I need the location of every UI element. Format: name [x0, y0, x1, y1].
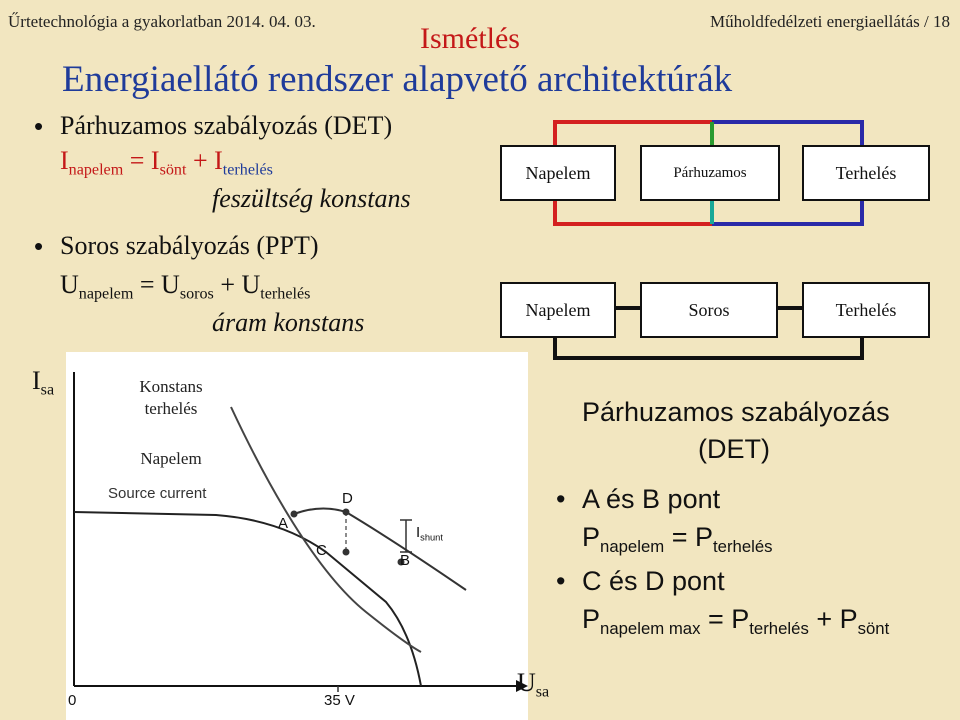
ppt-equation: $U_{napelem} = U_{soros} + U_{terhelés}$ [60, 270, 311, 303]
box-napelem-bottom: Napelem [500, 282, 616, 338]
box-napelem-top: Napelem [500, 145, 616, 201]
right-bullet-cd: • C és D pont [582, 566, 725, 597]
det-note: feszültség konstans [212, 184, 411, 213]
label-ishunt: $I_{shunt}$ [416, 524, 443, 543]
box-soros: Soros [640, 282, 778, 338]
det-bullet: • Párhuzamos szabályozás (DET) [60, 111, 392, 141]
header-right: Műholdfedélzeti energiaellátás / 18 [710, 12, 950, 31]
x-axis-label: $U_{sa}$ [517, 668, 550, 701]
label-source-current: Source current [108, 485, 207, 502]
kicker: Ismétlés [420, 22, 520, 55]
point-d-marker [343, 509, 350, 516]
label-point-d: D [342, 490, 353, 507]
box-parhuzamos: Párhuzamos [640, 145, 780, 201]
label-point-a: A [278, 515, 289, 532]
label-point-b: B [400, 552, 411, 569]
tick-label-0: 0 [68, 692, 77, 709]
right-title-line1: Párhuzamos szabályozás [582, 397, 890, 427]
det-equation: $I_{napelem} = I_{sönt} + I_{terhelés}$ [60, 146, 273, 179]
right-bullet-ab: • A és B pont [582, 484, 720, 515]
iv-graph [66, 352, 528, 720]
box-terheles-top: Terhelés [802, 145, 930, 201]
load-line [231, 407, 421, 652]
right-title-line2: (DET) [698, 434, 770, 464]
ppt-bullet: • Soros szabályozás (PPT) [60, 231, 319, 261]
header-left: Űrtetechnológia a gyakorlatban 2014. 04. 03. [8, 12, 316, 31]
right-equation-1: $P_{napelem} = P_{terhelés}$ [582, 522, 773, 556]
point-c-marker [343, 549, 350, 556]
point-a-marker [291, 511, 298, 518]
y-axis-label: $I_{sa}$ [32, 366, 55, 399]
right-equation-2: $P_{napelem max} = P_{terhelés} + P_{sönt}$ [582, 604, 890, 638]
ppt-note: áram konstans [212, 308, 365, 337]
box-terheles-bottom: Terhelés [802, 282, 930, 338]
page-title: Energiaellátó rendszer alapvető architektúrák [62, 59, 733, 100]
label-konstans-terheles: Konstans terhelés [139, 377, 203, 418]
label-point-c: C [316, 542, 327, 559]
source-current-curve [74, 512, 421, 686]
label-napelem: Napelem [140, 449, 202, 468]
tick-label-35v: 35 V [324, 692, 355, 709]
